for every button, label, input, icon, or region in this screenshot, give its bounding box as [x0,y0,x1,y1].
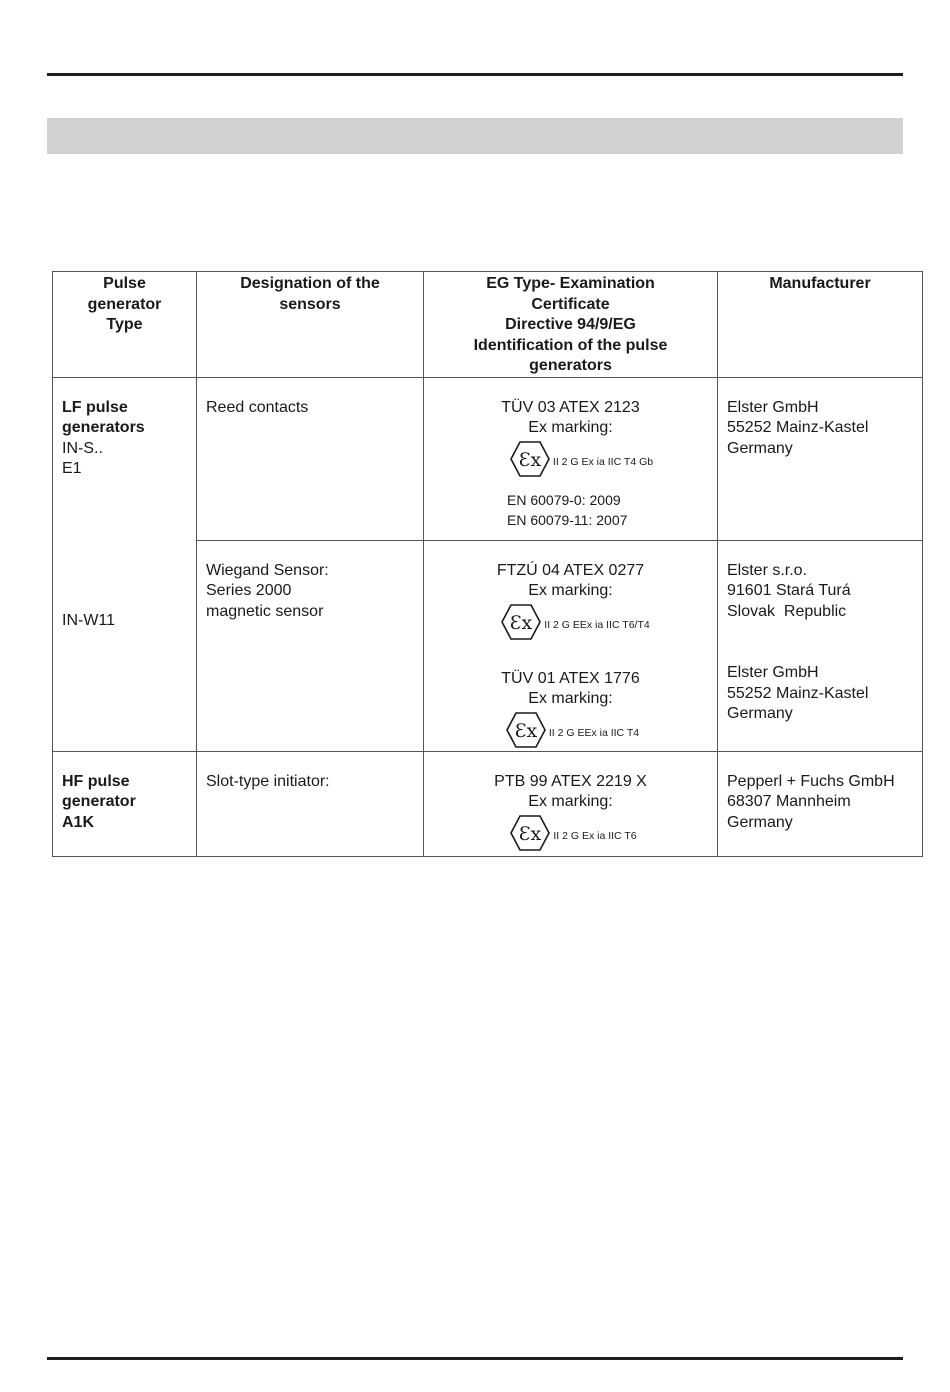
ex-hexagon-icon [510,441,550,477]
svg-text:Ɛx: Ɛx [519,822,542,845]
certificate-table [52,271,923,857]
ex-hexagon-icon [501,604,541,640]
standard: EN 60079-0: 2009 [507,491,621,508]
sensor-designation-cell: Reed contacts [197,377,424,540]
pulse-generator-type-cell: LF pulse generators IN-S.. E1 IN-W11 [53,377,197,751]
header-certificate: EG Type- Examination Certificate Directive 94/9/EG Identification of the pulse generators [424,272,718,378]
certificate-number: TÜV 03 ATEX 2123 [501,398,640,416]
svg-text:Ɛx: Ɛx [518,448,542,471]
manufacturer-cell: Elster GmbH 55252 Mainz-Kastel Germany [718,377,923,540]
ex-marking [430,814,717,852]
ex-marking-code: II 2 G EEx ia IIC T4 [548,727,640,740]
manufacturer-cell: Elster s.r.o. 91601 Stará Turá Slovak Republic Elster GmbH 55252 Mainz-Kastel Germany [718,540,923,751]
ex-marking [428,711,717,749]
table-row [53,377,923,540]
sensor-designation-cell: Wiegand Sensor: Series 2000 magnetic sensor [197,540,424,751]
ex-marking [434,603,717,641]
svg-text:Ɛx: Ɛx [510,611,533,634]
svg-text:Ɛx: Ɛx [514,719,538,742]
certificate-cell [424,540,718,751]
certificate-number: PTB 99 ATEX 2219 X [494,772,647,790]
ex-marking-code: II 2 G Ex ia IIC T6 [553,830,637,843]
ex-marking-code: II 2 G Ex ia IIC T4 Gb [552,456,654,469]
ex-marking-code: II 2 G EEx ia IIC T6/T4 [544,619,650,632]
footer-rule [47,1357,903,1360]
section-title-bar [47,118,903,154]
type-in-w11: IN-W11 [62,611,116,629]
pulse-generator-type-cell: HF pulse generator A1K [53,751,197,856]
ex-hexagon-icon [506,712,546,748]
header-pulse-generator-type: Pulse generator Type [53,272,197,378]
table-row [53,751,923,856]
manufacturer-cell: Pepperl + Fuchs GmbH 68307 Mannheim Germany [718,751,923,856]
table-header-row [53,272,923,378]
ex-marking-label: Ex marking: [528,419,613,436]
sensor-designation-cell: Slot-type initiator: [197,751,424,856]
certificate-number: FTZÚ 04 ATEX 0277 [496,561,645,579]
header-manufacturer: Manufacturer [718,272,923,378]
certificate-number: TÜV 01 ATEX 1776 [501,669,640,687]
ex-marking-label: Ex marking: [528,690,613,707]
ex-marking [446,440,717,478]
header-sensor-designation: Designation of the sensors [197,272,424,378]
ex-marking-label: Ex marking: [528,793,613,810]
standard: EN 60079-11: 2007 [507,511,628,528]
certificate-cell [424,377,718,540]
certificate-cell [424,751,718,856]
header-rule [47,73,903,76]
ex-hexagon-icon [510,815,550,851]
ex-marking-label: Ex marking: [528,582,613,599]
